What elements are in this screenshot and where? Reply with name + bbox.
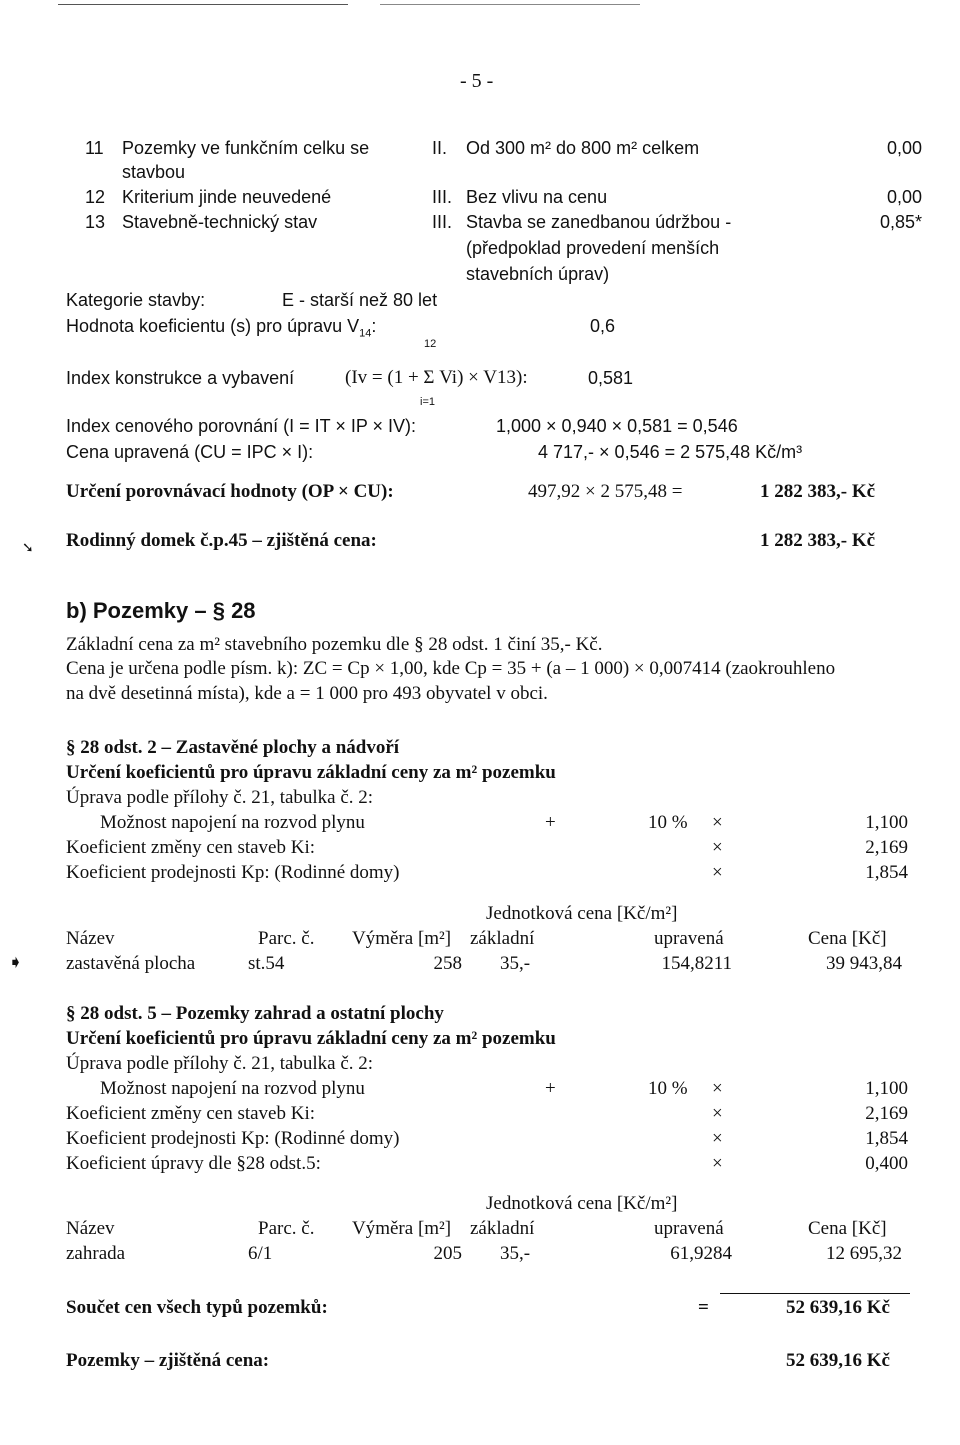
table-cell-parcel: 6/1 <box>248 1243 273 1264</box>
compare-index-label: Index cenového porovnání (I = IT × IP × IV): <box>66 416 417 436</box>
final-label: Pozemky – zjištěná cena: <box>66 1350 270 1371</box>
scan-edge-line <box>380 4 640 5</box>
col-header-parcel: Parc. č. <box>258 928 315 949</box>
coef-operator: × <box>712 1153 723 1174</box>
col-header-name: Název <box>66 1218 115 1239</box>
col-header-adjusted: upravená <box>654 928 724 949</box>
adjusted-price-calc: 4 717,- × 0,546 = 2 575,48 Kč/m³ <box>538 442 803 462</box>
sum-divider <box>720 1293 910 1294</box>
house-price-label: Rodinný domek č.p.45 – zjištěná cena: <box>66 530 377 551</box>
compare-index-calc: 1,000 × 0,940 × 0,581 = 0,546 <box>496 416 738 436</box>
category-value: E - starší než 80 let <box>282 290 438 310</box>
criterion-description-cont: stavebních úprav) <box>466 264 610 284</box>
section-heading: § 28 odst. 5 – Pozemky zahrad a ostatní plochy <box>66 1003 444 1024</box>
coef-value: 0,400 <box>865 1153 908 1174</box>
final-value: 52 639,16 Kč <box>786 1350 890 1371</box>
coef-label: Koeficient prodejnosti Kp: (Rodinné domy) <box>66 862 400 883</box>
criterion-description: Od 300 m² do 800 m² celkem <box>466 138 700 158</box>
coef-value: 2,169 <box>865 1103 908 1124</box>
coef-label: Možnost napojení na rozvod plynu <box>100 1078 365 1099</box>
coef-operator: × <box>712 812 723 833</box>
criterion-name: Kriterium jinde neuvedené <box>122 187 332 207</box>
coef-percent: 10 % <box>648 1078 688 1099</box>
determination-calc: 497,92 × 2 575,48 = <box>528 481 683 502</box>
col-header-name: Název <box>66 928 115 949</box>
house-price-value: 1 282 383,- Kč <box>760 530 876 551</box>
col-header-base: základní <box>470 1218 535 1239</box>
coef-value: 1,854 <box>865 1128 908 1149</box>
section-subheading: Určení koeficientů pro úpravu základní ceny za m² pozemku <box>66 762 556 783</box>
coef-label: Možnost napojení na rozvod plynu <box>100 812 365 833</box>
coef-operator: × <box>712 1078 723 1099</box>
unit-price-header: Jednotková cena [Kč/m²] <box>486 1193 678 1214</box>
sum-upper-limit: 12 <box>424 338 437 350</box>
criterion-grade: III. <box>432 212 453 232</box>
criterion-value: 0,85* <box>879 212 922 232</box>
coef-operator: × <box>712 862 723 883</box>
unit-price-header: Jednotková cena [Kč/m²] <box>486 903 678 924</box>
margin-mark-icon: ➘ <box>22 541 34 556</box>
coef-plus: + <box>545 812 556 833</box>
sum-lower-limit: i=1 <box>420 396 435 408</box>
section-heading: § 28 odst. 2 – Zastavěné plochy a nádvoří <box>66 737 400 758</box>
criterion-grade: III. <box>432 187 453 207</box>
col-header-parcel: Parc. č. <box>258 1218 315 1239</box>
table-cell-area: 258 <box>433 953 462 974</box>
criterion-number: 12 <box>85 187 106 207</box>
sum-label: Součet cen všech typů pozemků: <box>66 1297 328 1318</box>
table-cell-name: zahrada <box>66 1243 126 1264</box>
coefficient-label: Hodnota koeficientu (s) pro úpravu $V_{14}$: <box>66 316 377 340</box>
page-number: - 5 - <box>460 70 494 92</box>
coefficient-value: 0,6 <box>590 316 616 336</box>
table-cell-price: 39 943,84 <box>826 953 902 974</box>
coef-value: 1,100 <box>865 1078 908 1099</box>
table-cell-price: 12 695,32 <box>826 1243 902 1264</box>
sum-equals: = <box>698 1297 709 1318</box>
table-cell-name: zastavěná plocha <box>66 953 196 974</box>
criterion-description: Stavba se zanedbanou údržbou - <box>466 212 732 232</box>
table-cell-adjusted: 61,9284 <box>670 1243 732 1264</box>
criterion-name-cont: stavbou <box>122 162 186 182</box>
criterion-name: Pozemky ve funkčním celku se <box>122 138 370 158</box>
coef-value: 1,854 <box>865 862 908 883</box>
table-cell-base: 35,- <box>500 1243 531 1264</box>
index-label: Index konstrukce a vybavení <box>66 368 295 388</box>
criterion-name: Stavebně-technický stav <box>122 212 318 232</box>
table-cell-adjusted: 154,8211 <box>661 953 732 974</box>
coef-label: Koeficient změny cen staveb Ki: <box>66 837 316 858</box>
col-header-base: základní <box>470 928 535 949</box>
section-source: Úprava podle přílohy č. 21, tabulka č. 2: <box>66 787 374 808</box>
land-heading: b) Pozemky – § 28 <box>66 598 256 623</box>
category-label: Kategorie stavby: <box>66 290 206 310</box>
criterion-number: 13 <box>85 212 106 232</box>
col-header-area: Výměra [m²] <box>352 1218 452 1239</box>
coef-operator: × <box>712 1128 723 1149</box>
coef-operator: × <box>712 1103 723 1124</box>
land-paragraph: Základní cena za m² stavebního pozemku dle § 28 odst. 1 činí 35,- Kč. <box>66 634 603 655</box>
section-source: Úprava podle přílohy č. 21, tabulka č. 2: <box>66 1053 374 1074</box>
criterion-number: 11 <box>85 138 104 158</box>
scan-edge-line <box>58 4 348 5</box>
criterion-value: 0,00 <box>886 187 922 207</box>
criterion-grade: II. <box>432 138 448 158</box>
criterion-value: 0,00 <box>886 138 922 158</box>
col-header-price: Cena [Kč] <box>808 928 887 949</box>
table-cell-area: 205 <box>433 1243 462 1264</box>
table-cell-base: 35,- <box>500 953 531 974</box>
coef-value: 1,100 <box>865 812 908 833</box>
sum-value: 52 639,16 Kč <box>786 1297 890 1318</box>
col-header-adjusted: upravená <box>654 1218 724 1239</box>
determination-label: Určení porovnávací hodnoty (OP × CU): <box>66 481 394 502</box>
coef-label: Koeficient prodejnosti Kp: (Rodinné domy) <box>66 1128 400 1149</box>
coef-plus: + <box>545 1078 556 1099</box>
adjusted-price-label: Cena upravená (CU = IPC × I): <box>66 442 314 462</box>
land-paragraph: na dvě desetinná místa), kde a = 1 000 pro 493 obyvatel v obci. <box>66 683 548 704</box>
section-subheading: Určení koeficientů pro úpravu základní ceny za m² pozemku <box>66 1028 556 1049</box>
criterion-description-cont: (předpoklad provedení menších <box>466 238 720 258</box>
coef-value: 2,169 <box>865 837 908 858</box>
col-header-area: Výměra [m²] <box>352 928 452 949</box>
table-cell-parcel: st.54 <box>248 953 285 974</box>
land-paragraph: Cena je určena podle písm. k): ZC = Cp × 1,00, kde Cp = 35 + (a – 1 000) × 0,007414 (zaokrouhleno <box>66 658 836 679</box>
coef-label: Koeficient změny cen staveb Ki: <box>66 1103 316 1124</box>
criterion-description: Bez vlivu na cenu <box>466 187 608 207</box>
margin-mark-icon: ➧ <box>8 952 24 972</box>
index-value: 0,581 <box>588 368 634 388</box>
determination-value: 1 282 383,- Kč <box>760 481 876 502</box>
coef-percent: 10 % <box>648 812 688 833</box>
col-header-price: Cena [Kč] <box>808 1218 887 1239</box>
index-formula: (Iv = (1 + Σ Vi) × V13): <box>345 367 528 388</box>
coef-operator: × <box>712 837 723 858</box>
coef-label: Koeficient úpravy dle §28 odst.5: <box>66 1153 321 1174</box>
